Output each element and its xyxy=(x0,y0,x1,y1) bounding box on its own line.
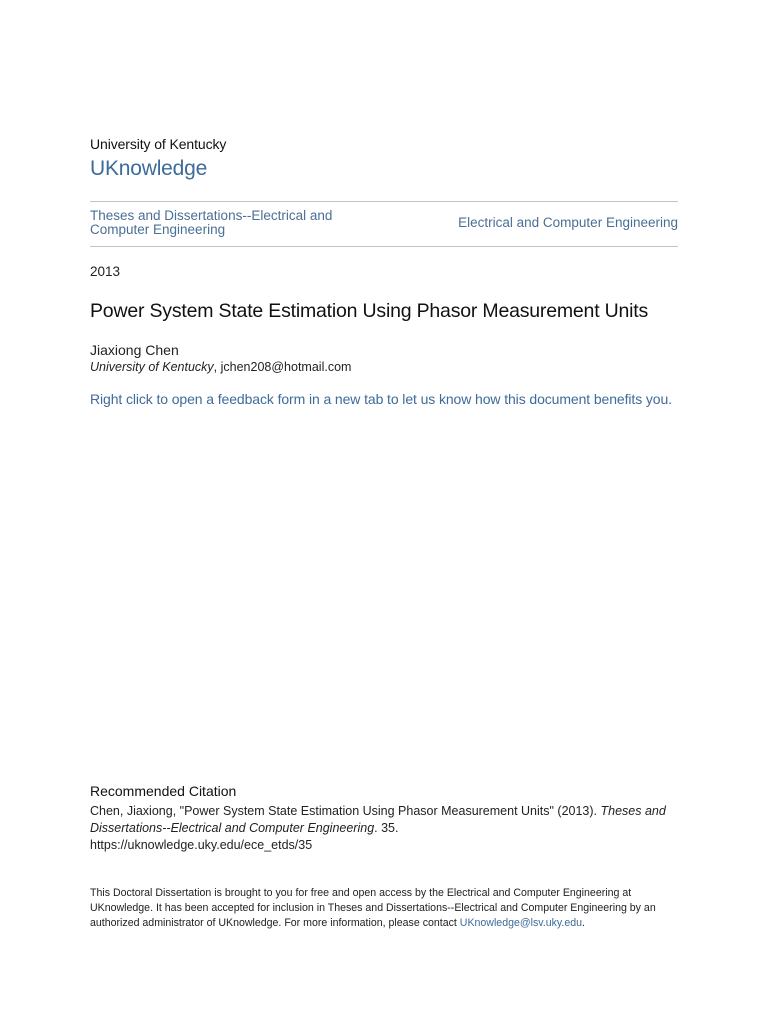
divider-bottom xyxy=(90,246,678,247)
contact-email-link[interactable]: UKnowledge@lsv.uky.edu xyxy=(459,917,583,929)
affiliation-separator: , xyxy=(213,360,221,374)
citation-series: Theses and Dissertations--Electrical and Computer Engineering xyxy=(90,804,666,835)
citation-suffix: . 35. xyxy=(374,821,399,835)
access-statement xyxy=(90,886,678,931)
access-statement-text: This Doctoral Dissertation is brought to you for free and open access by the Electrical and Computer Engineering at UKnowledge. It has been accepted for inclusion in Theses and Dissertations--Electrical and Computer Engineering by an authorized administrator of UKnowledge. For more information, please contact xyxy=(90,887,656,929)
author-affiliation xyxy=(90,360,351,374)
affiliation-institution: University of Kentucky xyxy=(90,360,214,374)
document-title: Power System State Estimation Using Phasor Measurement Units xyxy=(90,300,649,322)
feedback-form-link[interactable]: Right click to open a feedback form in a new tab to let us know how this document benefits you. xyxy=(90,391,672,407)
repository-link[interactable]: UKnowledge xyxy=(90,157,208,180)
institution-name: University of Kentucky xyxy=(90,136,227,152)
author-email: jchen208@hotmail.com xyxy=(220,360,352,374)
citation-prefix: Chen, Jiaxiong, "Power System State Estimation Using Phasor Measurement Units" (2013). xyxy=(90,804,601,818)
series-collection-link[interactable]: Theses and Dissertations--Electrical and Computer Engineering xyxy=(90,208,333,237)
citation-text xyxy=(90,803,678,854)
citation-url: https://uknowledge.uky.edu/ece_etds/35 xyxy=(90,838,313,852)
access-statement-end: . xyxy=(582,917,585,929)
citation-heading: Recommended Citation xyxy=(90,783,237,799)
author-name: Jiaxiong Chen xyxy=(90,342,179,358)
divider-top xyxy=(90,201,678,202)
publication-year: 2013 xyxy=(90,264,121,279)
department-collection-link[interactable]: Electrical and Computer Engineering xyxy=(458,215,678,230)
